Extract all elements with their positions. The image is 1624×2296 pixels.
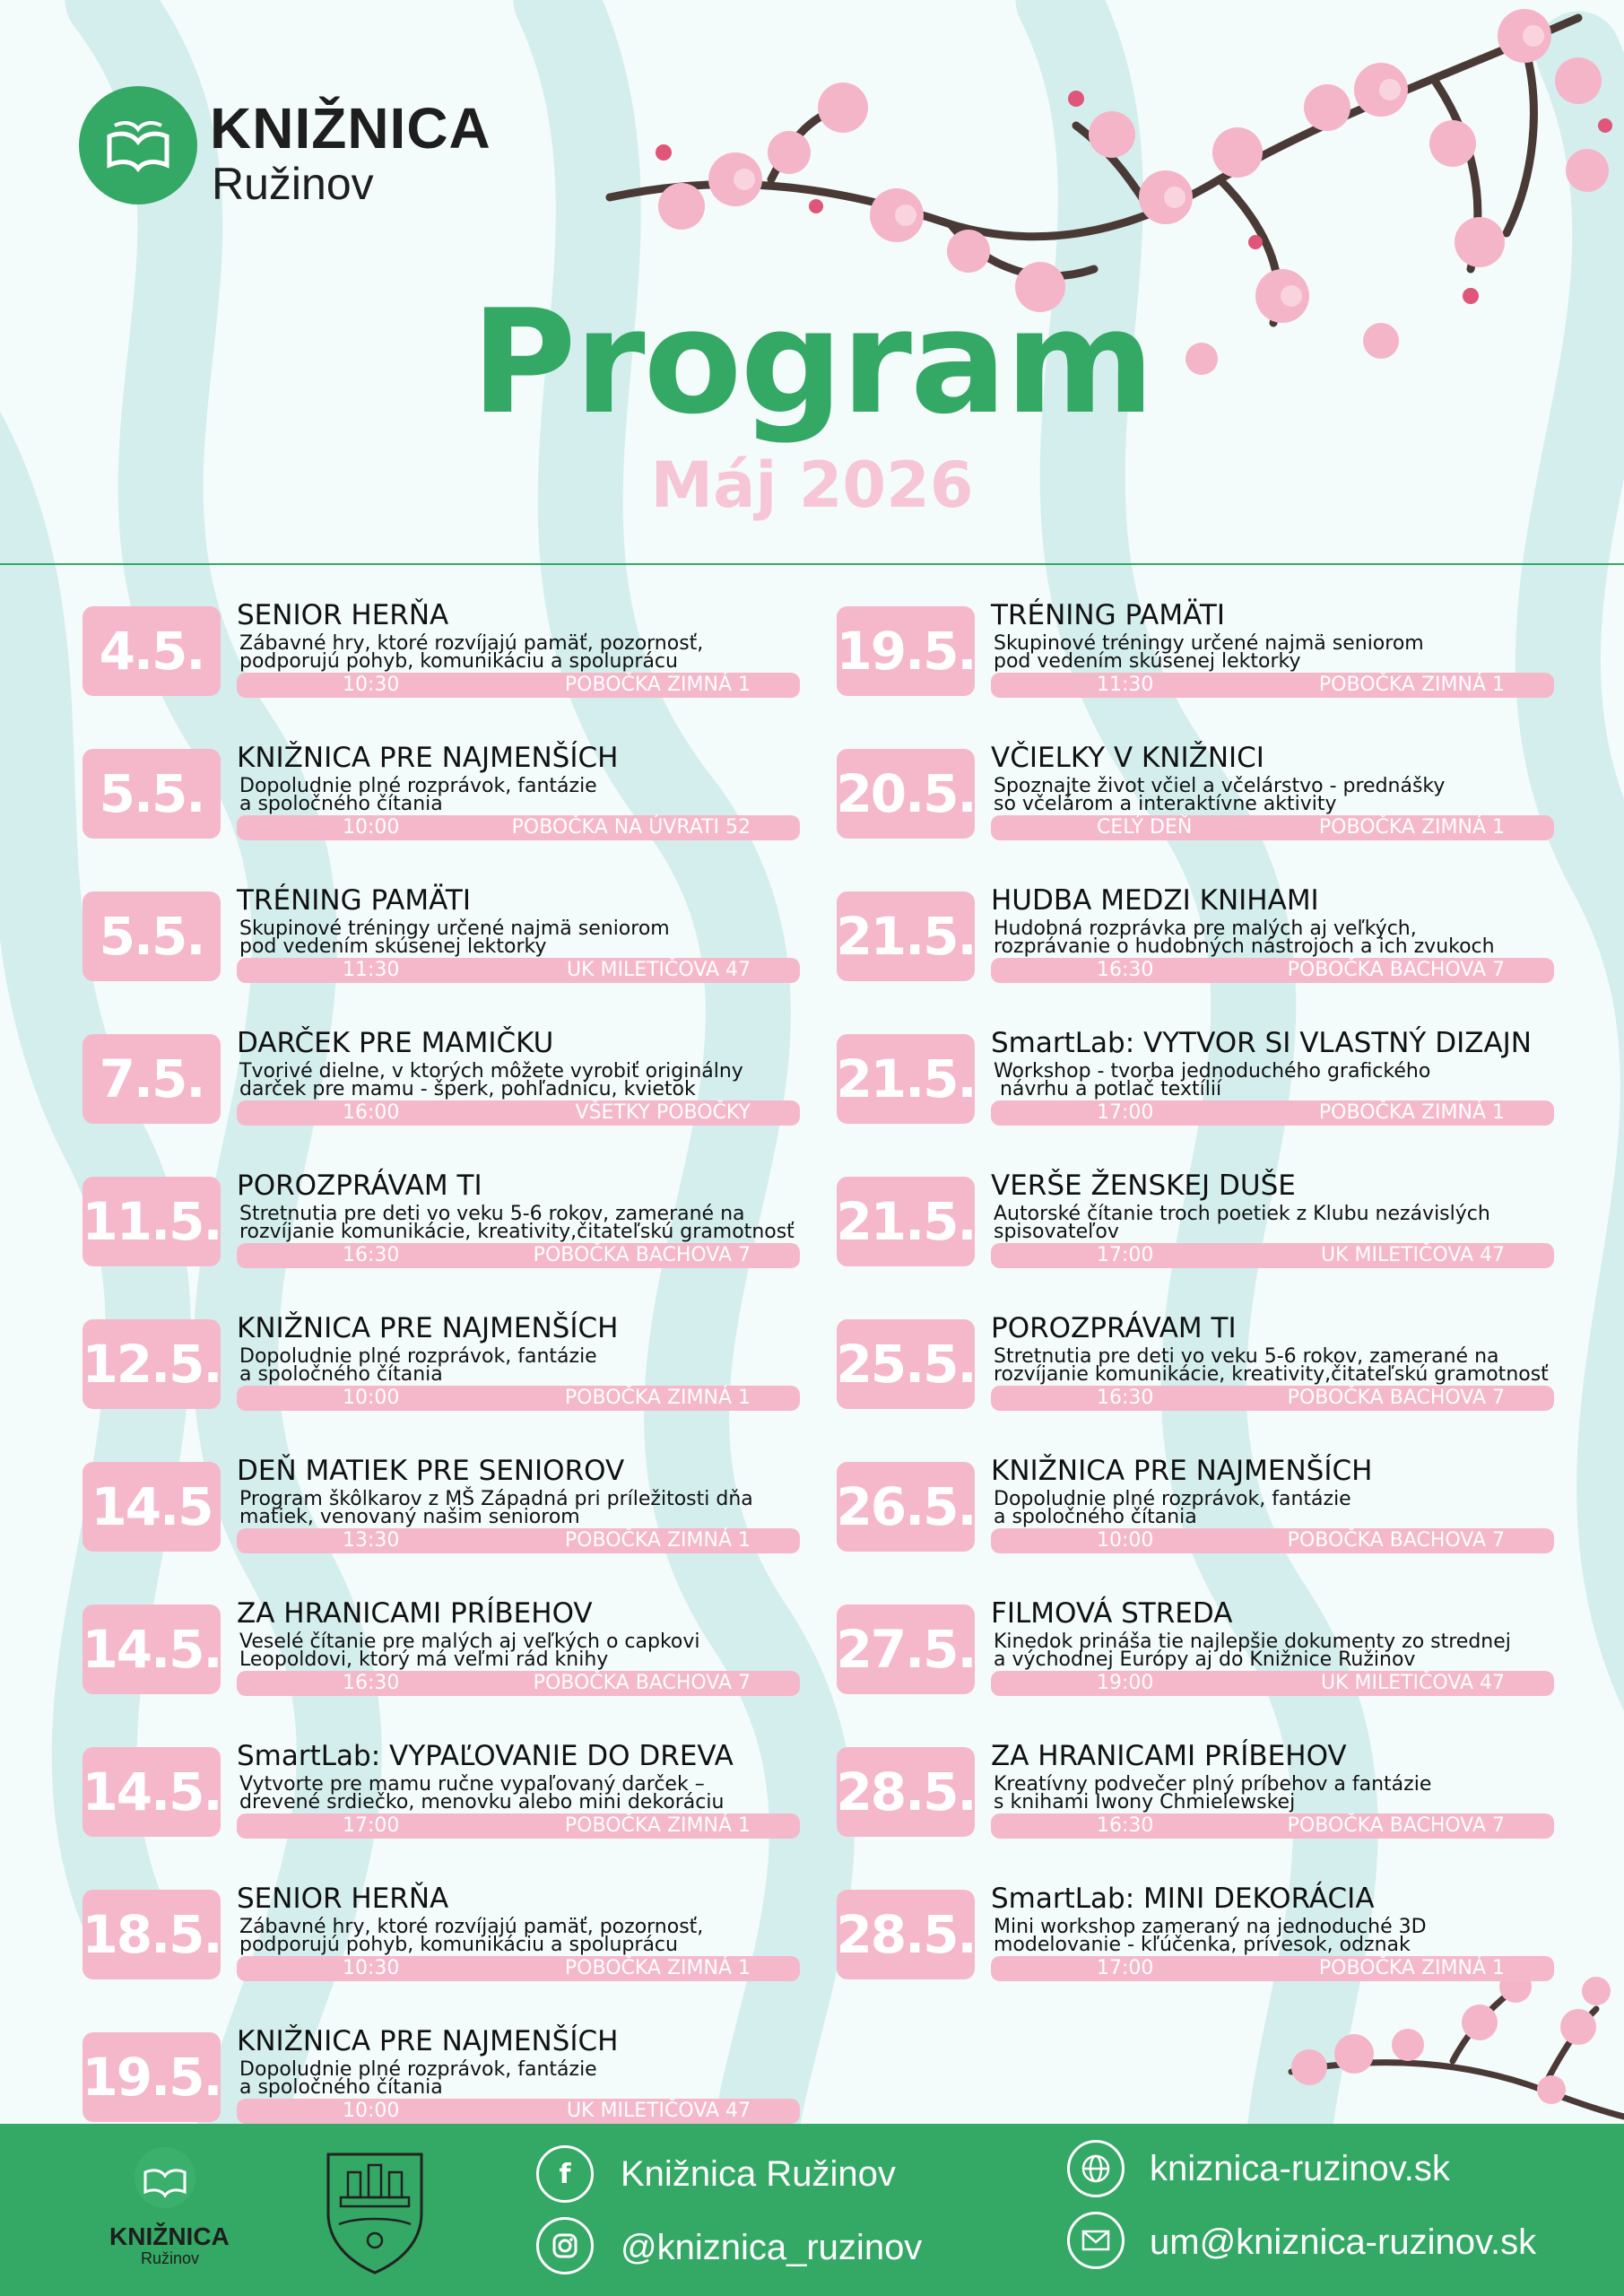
event-info-bar [237, 1528, 800, 1553]
event-title: DEŇ MATIEK PRE SENIOROV [237, 1455, 625, 1487]
event-time: 19:00 [1097, 1672, 1154, 1694]
event-location: POBOČKA ZIMNÁ 1 [1318, 816, 1505, 839]
event-location: POBOČKA ZIMNÁ 1 [1318, 1957, 1505, 1979]
event-description: Dopoludnie plné rozprávok, fantázie a spoločného čítania [994, 1488, 1351, 1528]
event-location: POBOČKA BACHOVA 7 [533, 1244, 751, 1266]
event-info-bar [237, 1956, 800, 1981]
event-description: Spoznajte život včiel a včelárstvo - prednášky so včelárom a interaktívne aktivity [994, 775, 1446, 815]
event-location: POBOČKA ZIMNÁ 1 [1318, 674, 1505, 696]
event-location: UK MILETIČOVA 47 [566, 2100, 751, 2122]
event-time: 16:30 [1097, 1387, 1154, 1409]
event-info-bar [991, 815, 1554, 840]
event-description: Program škôlkarov z MŠ Západná pri príležitosti dňa matiek, venovaný našim seniorom [239, 1488, 753, 1528]
event-date: 19.5. [837, 606, 975, 696]
event-description: Dopoludnie plné rozprávok, fantázie a spoločného čítania [239, 775, 597, 815]
event-location: UK MILETIČOVA 47 [1320, 1672, 1505, 1694]
event-description: Zábavné hry, ktoré rozvíjajú pamäť, pozornosť, podporujú pohyb, komunikáciu a spoluprácu [239, 1916, 704, 1956]
logo-subtitle: Ružinov [212, 159, 374, 209]
event-description: Dopoludnie plné rozprávok, fantázie a spoločného čítania [239, 1345, 597, 1386]
event-item [837, 1883, 1599, 1981]
event-title: VERŠE ŽENSKEJ DUŠE [991, 1170, 1296, 1202]
event-location: POBOČKA ZIMNÁ 1 [1318, 1101, 1505, 1124]
event-location: POBOČKA BACHOVA 7 [533, 1672, 751, 1694]
event-info-bar [237, 1243, 800, 1268]
event-title: SmartLab: VYTVOR SI VLASTNÝ DIZAJN [991, 1027, 1533, 1059]
event-date: 20.5. [837, 749, 975, 839]
bratislava-ruzinov-crest-icon [321, 2142, 429, 2276]
event-date: 14.5. [83, 1747, 221, 1837]
event-time: 10:00 [1097, 1529, 1154, 1552]
event-item [837, 599, 1599, 698]
event-description: Dopoludnie plné rozprávok, fantázie a spoločného čítania [239, 2058, 597, 2099]
event-title: ZA HRANICAMI PRÍBEHOV [237, 1597, 593, 1630]
event-location: POBOČKA ZIMNÁ 1 [564, 674, 751, 696]
mail-icon[interactable] [1067, 2212, 1125, 2269]
event-date: 12.5. [83, 1319, 221, 1409]
event-location: POBOČKA NA ÚVRATI 52 [511, 816, 751, 839]
event-date: 7.5. [83, 1034, 221, 1124]
event-location: UK MILETIČOVA 47 [1320, 1244, 1505, 1266]
event-time: 17:00 [1097, 1244, 1154, 1266]
event-description: Workshop - tvorba jednoduchého grafického návrhu a potlač textílií [994, 1060, 1431, 1100]
event-time: 13:30 [343, 1529, 400, 1552]
event-time: 16:30 [343, 1672, 400, 1694]
event-item [83, 1455, 845, 1553]
event-item [837, 1027, 1599, 1126]
event-info-bar [237, 1813, 800, 1839]
event-item [837, 1740, 1599, 1839]
event-time: 10:30 [343, 1957, 400, 1979]
event-info-bar [991, 1671, 1554, 1696]
event-time: 10:30 [343, 674, 400, 696]
event-time: 10:00 [343, 2100, 400, 2122]
event-date: 11.5. [83, 1177, 221, 1266]
event-description: Stretnutia pre deti vo veku 5-6 rokov, zamerané na rozvíjanie komunikácie, kreativity,čitateľskú gramotnosť [239, 1203, 795, 1243]
event-location: POBOČKA BACHOVA 7 [1287, 959, 1505, 981]
event-date: 14.5. [83, 1605, 221, 1694]
event-description: Kinedok prináša tie najlepšie dokumenty zo strednej a východnej Európy aj do Knižnice Ružinov [994, 1631, 1511, 1671]
event-title: KNIŽNICA PRE NAJMENŠÍCH [237, 1312, 619, 1344]
event-item [83, 2025, 845, 2124]
event-title: VČIELKY V KNIŽNICI [991, 742, 1264, 774]
book-logo-icon [133, 2145, 197, 2210]
event-location: POBOČKA ZIMNÁ 1 [564, 1814, 751, 1837]
event-item [837, 1312, 1599, 1411]
event-item [83, 1027, 845, 1126]
event-item [837, 884, 1599, 983]
event-title: SENIOR HERŇA [237, 1883, 449, 1915]
website-link[interactable]: kniznica-ruzinov.sk [1150, 2149, 1450, 2188]
event-item [837, 742, 1599, 840]
event-time: 17:00 [1097, 1957, 1154, 1979]
event-title: POROZPRÁVAM TI [237, 1170, 482, 1202]
event-title: KNIŽNICA PRE NAJMENŠÍCH [991, 1455, 1373, 1487]
event-date: 5.5. [83, 749, 221, 839]
event-item [83, 1740, 845, 1839]
event-date: 26.5. [837, 1462, 975, 1552]
event-info-bar [991, 1386, 1554, 1411]
event-info-bar [991, 1956, 1554, 1981]
event-item [837, 1455, 1599, 1553]
event-date: 25.5. [837, 1319, 975, 1409]
event-info-bar [237, 1671, 800, 1696]
event-item [83, 1597, 845, 1696]
event-time: 16:30 [1097, 959, 1154, 981]
event-description: Vytvorte pre mamu ručne vypaľovaný darček – drevené srdiečko, menovku alebo mini dekoráciu [239, 1773, 725, 1813]
event-date: 4.5. [83, 606, 221, 696]
event-time: 16:30 [1097, 1814, 1154, 1837]
event-date: 14.5 [83, 1462, 221, 1552]
event-info-bar [237, 1386, 800, 1411]
event-title: FILMOVÁ STREDA [991, 1597, 1233, 1630]
event-date: 21.5. [837, 1177, 975, 1266]
event-description: Skupinové tréningy určené najmä seniorom pod vedením skúsenej lektorky [239, 918, 670, 958]
event-date: 21.5. [837, 1034, 975, 1124]
page-title: Program [471, 278, 1153, 446]
event-item [837, 1170, 1599, 1268]
event-location: POBOČKA BACHOVA 7 [1287, 1814, 1505, 1837]
event-time: 17:00 [1097, 1101, 1154, 1124]
event-time: CELÝ DEŇ [1097, 816, 1193, 839]
event-date: 5.5. [83, 891, 221, 981]
event-location: POBOČKA ZIMNÁ 1 [564, 1387, 751, 1409]
event-time: 11:30 [1097, 674, 1154, 696]
event-date: 18.5. [83, 1890, 221, 1979]
event-description: Autorské čítanie troch poetiek z Klubu nezávislých spisovateľov [994, 1203, 1490, 1243]
event-title: ZA HRANICAMI PRÍBEHOV [991, 1740, 1347, 1772]
email-link[interactable]: um@kniznica-ruzinov.sk [1150, 2222, 1537, 2262]
footer-logo-subtitle: Ružinov [141, 2249, 200, 2267]
event-description: Veselé čítanie pre malých aj veľkých o capkovi Leopoldovi, ktorý má veľmi rád knihy [239, 1631, 700, 1671]
event-time: 16:30 [343, 1244, 400, 1266]
event-info-bar [237, 958, 800, 983]
event-date: 27.5. [837, 1605, 975, 1694]
event-location: POBOČKA BACHOVA 7 [1287, 1529, 1505, 1552]
event-description: Kreatívny podvečer plný príbehov a fantázie s knihami Iwony Chmielewskej [994, 1773, 1432, 1813]
globe-icon[interactable] [1067, 2140, 1125, 2197]
event-description: Mini workshop zameraný na jednoduché 3D modelovanie - kľúčenka, prívesok, odznak [994, 1916, 1427, 1956]
event-time: 16:00 [343, 1101, 400, 1124]
event-info-bar [237, 673, 800, 698]
logo-title: KNIŽNICA [210, 96, 491, 161]
event-info-bar [237, 1100, 800, 1126]
event-description: Zábavné hry, ktoré rozvíjajú pamäť, pozornosť, podporujú pohyb, komunikáciu a spoluprácu [239, 632, 704, 673]
event-description: Stretnutia pre deti vo veku 5-6 rokov, zamerané na rozvíjanie komunikácie, kreativity,čitateľskú gramotnosť [994, 1345, 1549, 1386]
facebook-link[interactable]: Knižnica Ružinov [621, 2154, 896, 2194]
event-item [83, 742, 845, 840]
event-item [83, 1883, 845, 1981]
event-info-bar [237, 815, 800, 840]
event-info-bar [991, 1813, 1554, 1839]
event-title: POROZPRÁVAM TI [991, 1312, 1237, 1344]
facebook-icon[interactable]: f [536, 2145, 594, 2203]
event-item [83, 1170, 845, 1268]
event-info-bar [991, 673, 1554, 698]
event-date: 28.5. [837, 1890, 975, 1979]
event-title: SENIOR HERŇA [237, 599, 449, 631]
event-item [83, 599, 845, 698]
event-date: 21.5. [837, 891, 975, 981]
event-time: 10:00 [343, 1387, 400, 1409]
event-item [83, 884, 845, 983]
event-description: Hudobná rozprávka pre malých aj veľkých, rozprávanie o hudobných nástrojoch a ich zvukoch [994, 918, 1495, 958]
event-info-bar [991, 1100, 1554, 1126]
header-divider [0, 563, 1624, 565]
event-title: HUDBA MEDZI KNIHAMI [991, 884, 1319, 917]
event-location: POBOČKA ZIMNÁ 1 [564, 1529, 751, 1552]
event-item [83, 1312, 845, 1411]
event-time: 17:00 [343, 1814, 400, 1837]
footer-logo-title: KNIŽNICA [109, 2222, 230, 2250]
event-time: 11:30 [343, 959, 400, 981]
event-description: Tvorivé dielne, v ktorých môžete vyrobiť originálny darček pre mamu - šperk, pohľadnicu, kvietok [239, 1060, 743, 1100]
event-info-bar [237, 2099, 800, 2124]
event-title: KNIŽNICA PRE NAJMENŠÍCH [237, 2025, 619, 2057]
event-location: POBOČKA ZIMNÁ 1 [564, 1957, 751, 1979]
event-title: SmartLab: VYPAĽOVANIE DO DREVA [237, 1740, 734, 1772]
event-info-bar [991, 1243, 1554, 1268]
event-item [837, 1597, 1599, 1696]
event-time: 10:00 [343, 816, 400, 839]
book-logo-icon [79, 86, 197, 204]
event-title: DARČEK PRE MAMIČKU [237, 1027, 554, 1059]
event-info-bar [991, 1528, 1554, 1553]
event-date: 28.5. [837, 1747, 975, 1837]
event-description: Skupinové tréningy určené najmä seniorom pod vedením skúsenej lektorky [994, 632, 1424, 673]
footer [0, 2124, 1624, 2296]
page-subtitle: Máj 2026 [650, 448, 974, 522]
instagram-link[interactable]: @kniznica_ruzinov [621, 2228, 923, 2267]
event-info-bar [991, 958, 1554, 983]
event-title: TRÉNING PAMÄTI [991, 599, 1226, 631]
event-title: TRÉNING PAMÄTI [237, 884, 472, 917]
event-location: VŠETKY POBOČKY [575, 1101, 751, 1124]
event-title: SmartLab: MINI DEKORÁCIA [991, 1883, 1375, 1915]
event-title: KNIŽNICA PRE NAJMENŠÍCH [237, 742, 619, 774]
event-date: 19.5. [83, 2032, 221, 2122]
instagram-icon[interactable] [536, 2217, 594, 2274]
event-location: UK MILETIČOVA 47 [566, 959, 751, 981]
event-location: POBOČKA BACHOVA 7 [1287, 1387, 1505, 1409]
